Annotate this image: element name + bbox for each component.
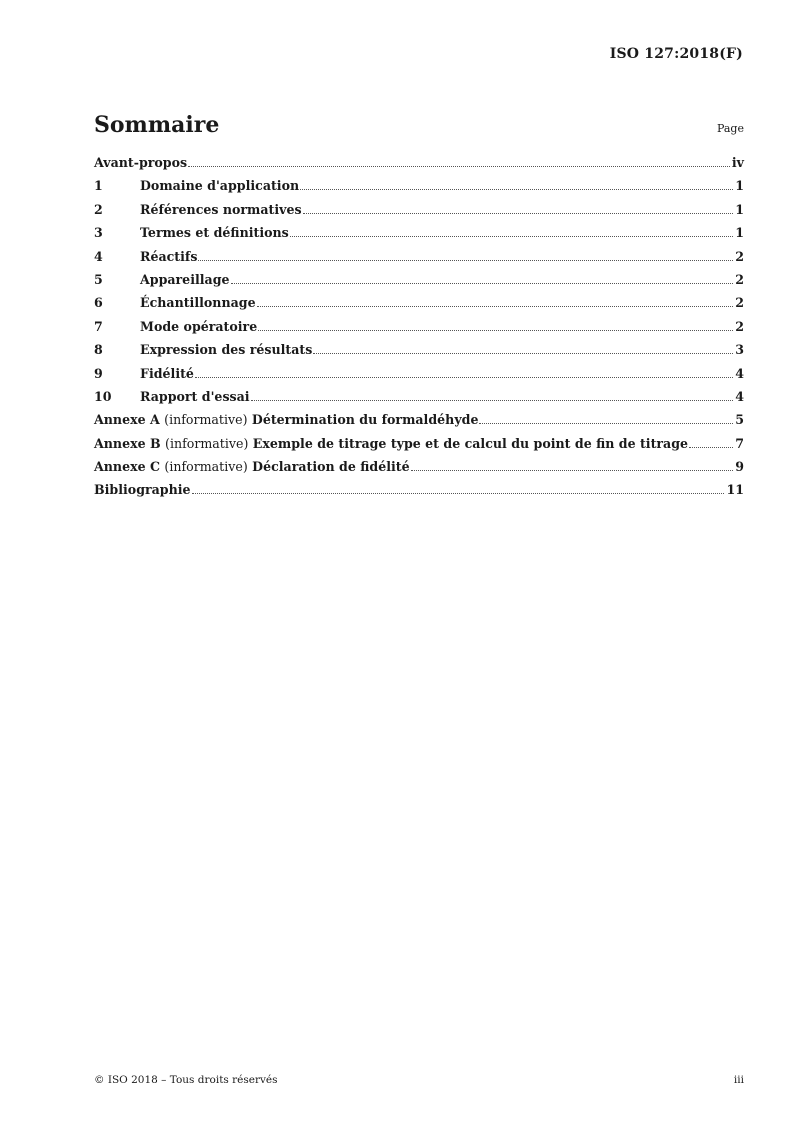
toc-entry-10[interactable] [94,389,744,412]
dot-leader [258,329,733,331]
toc-entry-page: 1 [735,225,744,241]
dot-leader [251,399,734,401]
dot-leader [689,446,733,448]
toc-entry-page: 5 [735,412,744,428]
toc-entry-6[interactable] [94,295,744,318]
toc-entry-8[interactable] [94,342,744,365]
toc-entry-page: 4 [735,388,744,404]
dot-leader [198,259,733,261]
toc-entry-annex-a[interactable] [94,412,744,435]
annex-label: Annexe B [94,435,161,451]
toc-entry-page: 4 [735,365,744,381]
toc-entry-annex-c[interactable] [94,459,744,482]
toc-entry-foreword[interactable] [94,155,744,178]
toc-entry-title: Fidélité [140,365,194,381]
copyright-notice: © ISO 2018 – Tous droits réservés [94,1074,278,1086]
toc-entry-7[interactable] [94,319,744,342]
toc-entry-page: 1 [735,201,744,217]
toc-entry-title: Expression des résultats [140,342,313,358]
toc-entry-title: Appareillage [140,271,230,287]
toc-entry-number: 1 [94,178,103,194]
toc-entry-4[interactable] [94,249,744,272]
dot-leader [303,212,734,214]
dot-leader [257,305,734,307]
document-id: ISO 127:2018(F) [609,46,743,62]
toc-entry-page: iv [731,155,744,170]
toc-entry-title: Domaine d'application [140,178,300,194]
dot-leader [300,188,733,190]
annex-qualifier: (informative) [165,435,249,451]
dot-leader [231,282,734,284]
toc-entry-annex-b[interactable] [94,436,744,459]
toc-entry-3[interactable] [94,225,744,248]
toc-entry-9[interactable] [94,366,744,389]
dot-leader [192,492,725,494]
toc-entry-page: 2 [735,318,744,334]
toc-entry-title: Rapport d'essai [140,388,250,404]
toc-entry-title: Références normatives [140,201,302,217]
toc-entry-title [94,459,410,474]
annex-qualifier: (informative) [164,412,248,428]
toc-entry-number: 2 [94,201,103,217]
toc-entry-title [94,412,478,427]
toc-entry-title [94,436,688,451]
toc-entry-title: Réactifs [140,248,198,264]
toc-entry-page: 3 [735,342,744,358]
toc-entry-page: 2 [735,248,744,264]
toc-entry-2[interactable] [94,202,744,225]
toc-entry-number: 10 [94,388,112,404]
dot-leader [479,422,733,424]
dot-leader [290,235,733,237]
toc-list [94,155,744,506]
toc-entry-number: 5 [94,271,103,287]
toc-entry-title: Termes et définitions [140,225,289,241]
page-footer [94,1074,744,1086]
toc-entry-1[interactable] [94,178,744,201]
annex-title: Exemple de titrage type et de calcul du point de fin de titrage [252,435,689,451]
toc-entry-page: 11 [726,482,744,498]
toc-entry-page: 2 [735,271,744,287]
dot-leader [188,165,730,167]
toc-entry-page: 1 [735,178,744,194]
toc-entry-5[interactable] [94,272,744,295]
toc-entry-page: 9 [735,459,744,475]
toc-title: Sommaire [94,112,220,138]
toc-entry-title: Mode opératoire [140,318,258,334]
toc-entry-page: 7 [735,435,744,451]
toc-entry-number: 6 [94,295,103,311]
page-number: iii [733,1074,744,1086]
toc-header [94,112,744,138]
annex-label: Annexe A [94,412,160,428]
toc-entry-number: 7 [94,318,103,334]
annex-label: Annexe C [94,459,161,475]
toc-entry-number: 3 [94,225,103,241]
page-column-label: Page [716,122,744,135]
toc-entry-title: Bibliographie [94,482,191,498]
toc-entry-title: Avant-propos [94,155,188,170]
toc-entry-number: 9 [94,365,103,381]
toc-entry-title: Échantillonnage [140,295,256,311]
dot-leader [313,352,733,354]
annex-qualifier: (informative) [164,459,248,475]
toc-entry-number: 4 [94,248,103,264]
dot-leader [195,376,733,378]
toc-entry-number: 8 [94,342,103,358]
dot-leader [411,469,734,471]
annex-title: Déclaration de fidélité [252,459,410,475]
toc-entry-bibliography[interactable] [94,482,744,505]
toc-entry-page: 2 [735,295,744,311]
annex-title: Détermination du formaldéhyde [251,412,479,428]
